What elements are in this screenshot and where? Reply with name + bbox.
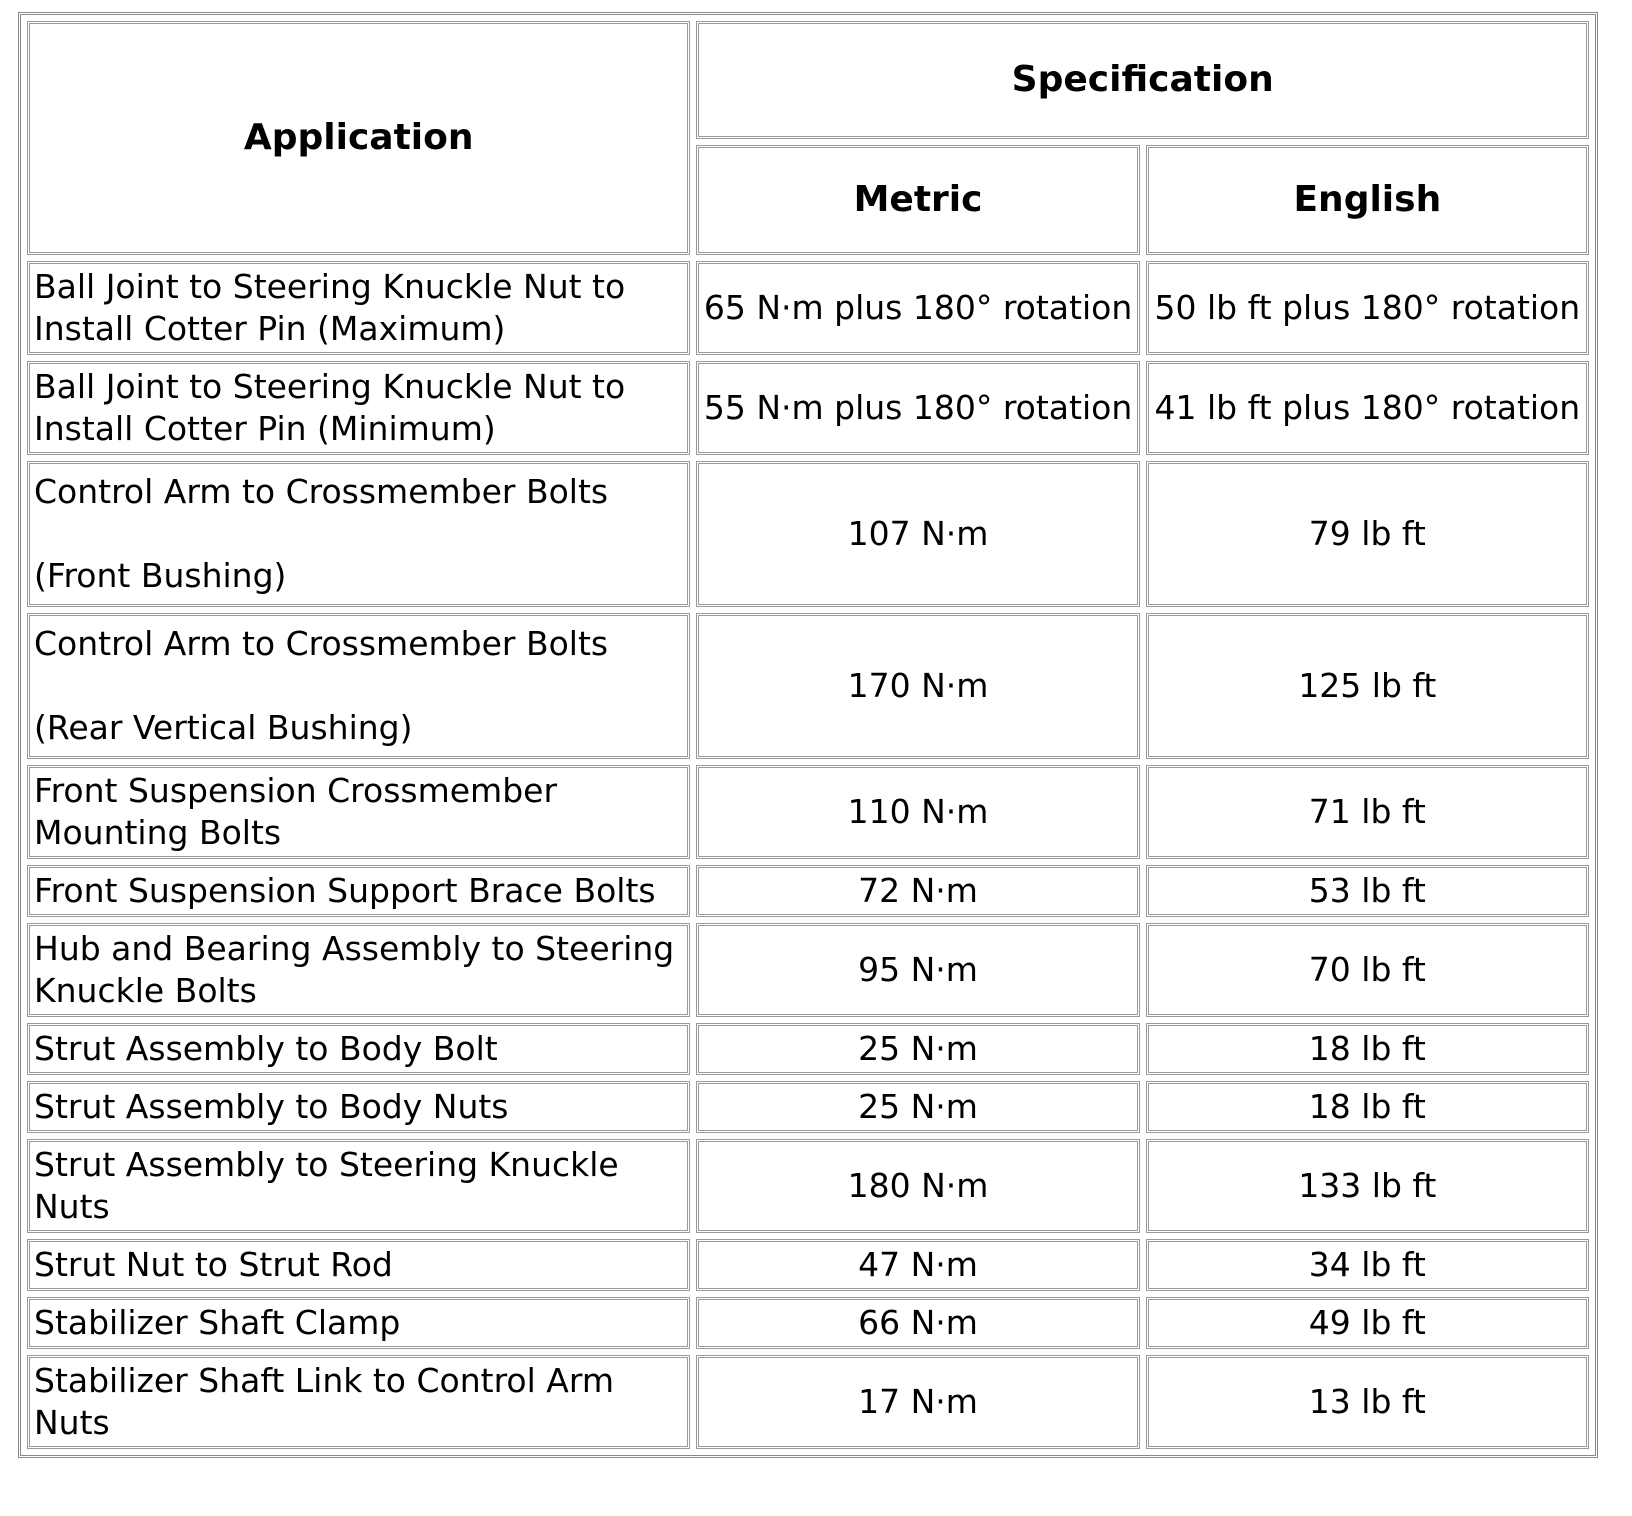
application-note: (Front Bushing): [34, 556, 287, 595]
table-row: [27, 765, 1589, 859]
cell-english: 18 lb ft: [1146, 1023, 1589, 1075]
cell-metric: 65 N·m plus 180° rotation: [696, 261, 1139, 355]
table-row: [27, 1239, 1589, 1291]
cell-english: 71 lb ft: [1146, 765, 1589, 859]
cell-metric: 47 N·m: [696, 1239, 1139, 1291]
cell-application: Ball Joint to Steering Knuckle Nut to Install Cotter Pin (Minimum): [27, 361, 690, 455]
header-row-top: [27, 21, 1589, 139]
header-english: English: [1146, 145, 1589, 255]
table-row: [27, 361, 1589, 455]
table-row: [27, 1297, 1589, 1349]
cell-application: Ball Joint to Steering Knuckle Nut to Install Cotter Pin (Maximum): [27, 261, 690, 355]
cell-metric: 25 N·m: [696, 1081, 1139, 1133]
cell-english: 133 lb ft: [1146, 1139, 1589, 1233]
cell-application: Stabilizer Shaft Link to Control Arm Nuts: [27, 1355, 690, 1449]
cell-english: 13 lb ft: [1146, 1355, 1589, 1449]
table-row: [27, 261, 1589, 355]
cell-metric: 110 N·m: [696, 765, 1139, 859]
table-row: [27, 1355, 1589, 1449]
cell-english: 41 lb ft plus 180° rotation: [1146, 361, 1589, 455]
application-text: Control Arm to Crossmember Bolts: [34, 624, 609, 663]
cell-english: 79 lb ft: [1146, 461, 1589, 607]
cell-english: 18 lb ft: [1146, 1081, 1589, 1133]
table-row: [27, 865, 1589, 917]
cell-application: Strut Assembly to Body Nuts: [27, 1081, 690, 1133]
cell-application: Strut Assembly to Body Bolt: [27, 1023, 690, 1075]
header-application: Application: [27, 21, 690, 255]
cell-application: [27, 613, 690, 759]
cell-english: 34 lb ft: [1146, 1239, 1589, 1291]
cell-english: 53 lb ft: [1146, 865, 1589, 917]
cell-application: Front Suspension Crossmember Mounting Bolts: [27, 765, 690, 859]
cell-metric: 17 N·m: [696, 1355, 1139, 1449]
cell-metric: 180 N·m: [696, 1139, 1139, 1233]
cell-metric: 66 N·m: [696, 1297, 1139, 1349]
cell-metric: 107 N·m: [696, 461, 1139, 607]
table-row: [27, 923, 1589, 1017]
table-row: [27, 1139, 1589, 1233]
table-row: [27, 1023, 1589, 1075]
application-text: Control Arm to Crossmember Bolts: [34, 472, 609, 511]
cell-metric: 72 N·m: [696, 865, 1139, 917]
table-row: [27, 461, 1589, 607]
cell-application: Stabilizer Shaft Clamp: [27, 1297, 690, 1349]
cell-application: Strut Nut to Strut Rod: [27, 1239, 690, 1291]
cell-english: 49 lb ft: [1146, 1297, 1589, 1349]
cell-application: Hub and Bearing Assembly to Steering Knuckle Bolts: [27, 923, 690, 1017]
application-note: (Rear Vertical Bushing): [34, 708, 413, 747]
table-row: [27, 613, 1589, 759]
cell-application: [27, 461, 690, 607]
cell-english: 70 lb ft: [1146, 923, 1589, 1017]
cell-english: 125 lb ft: [1146, 613, 1589, 759]
cell-metric: 55 N·m plus 180° rotation: [696, 361, 1139, 455]
table-row: [27, 1081, 1589, 1133]
cell-metric: 95 N·m: [696, 923, 1139, 1017]
cell-metric: 25 N·m: [696, 1023, 1139, 1075]
cell-english: 50 lb ft plus 180° rotation: [1146, 261, 1589, 355]
cell-application: Front Suspension Support Brace Bolts: [27, 865, 690, 917]
cell-application: Strut Assembly to Steering Knuckle Nuts: [27, 1139, 690, 1233]
header-metric: Metric: [696, 145, 1139, 255]
header-specification: Specification: [696, 21, 1589, 139]
torque-spec-table: [18, 12, 1598, 1458]
cell-metric: 170 N·m: [696, 613, 1139, 759]
